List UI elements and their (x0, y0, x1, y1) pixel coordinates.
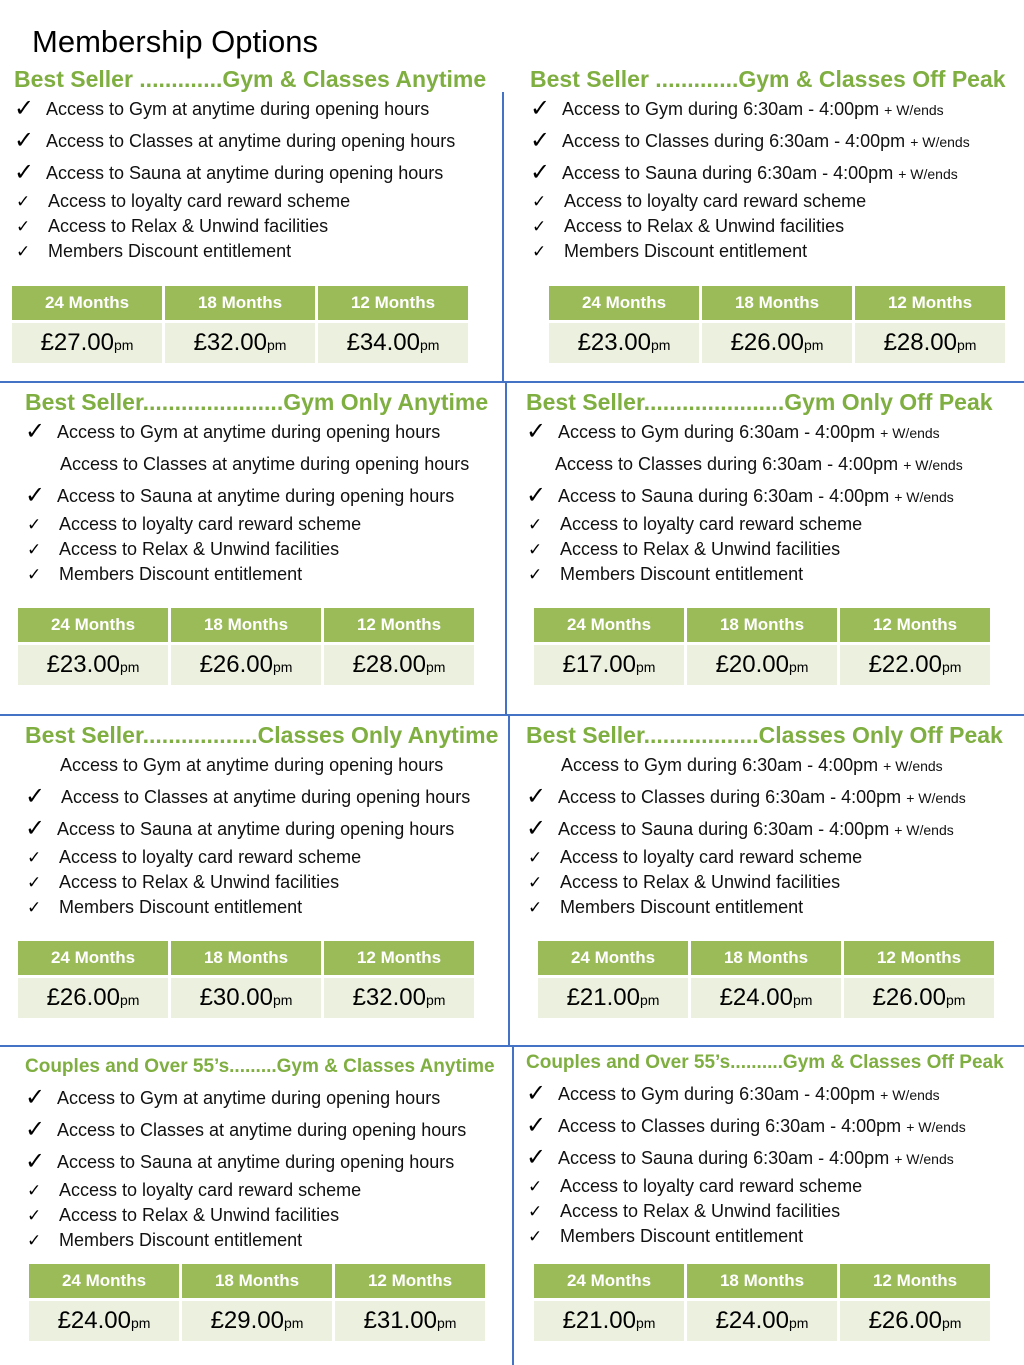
feature-list (25, 749, 507, 920)
panel-title: Best Seller..................Classes Only Off Peak (526, 722, 1003, 748)
price-suffix: pm (803, 337, 824, 353)
price-suffix: pm (792, 992, 813, 1008)
price-value: £24.00 (715, 1307, 789, 1334)
price-table (9, 283, 471, 366)
check-icon: ✓ (528, 1202, 543, 1221)
price-table (535, 938, 997, 1021)
membership-panel (526, 1052, 1020, 1249)
price-suffix: pm (419, 337, 440, 353)
feature-item (25, 1228, 509, 1253)
feature-list (25, 416, 503, 587)
membership-panel (14, 66, 504, 264)
feature-item (526, 562, 1020, 587)
price-cell (702, 323, 852, 363)
check-icon: ✓ (25, 1084, 46, 1111)
feature-list (14, 93, 504, 264)
price-value: £34.00 (346, 329, 420, 356)
feature-item (25, 1146, 509, 1178)
feature-item (526, 1110, 1020, 1142)
feature-item (526, 480, 1020, 512)
feature-item (14, 157, 504, 189)
feature-item (526, 749, 1020, 781)
price-suffix: pm (650, 337, 671, 353)
price-value: £21.00 (562, 1307, 636, 1334)
check-icon: ✓ (528, 848, 543, 867)
price-cell (844, 978, 994, 1018)
check-icon: ✓ (14, 127, 35, 154)
column-header: 24 Months (12, 286, 162, 320)
feature-item (14, 214, 504, 239)
check-icon: ✓ (25, 482, 46, 509)
page-title: Membership Options (32, 24, 319, 59)
feature-text: Access to loyalty card reward scheme (48, 191, 351, 211)
feature-text: Access to Relax & Unwind facilities (560, 539, 841, 559)
feature-text: Access to Gym during 6:30am - 4:00pm (562, 99, 880, 119)
vertical-divider (512, 1046, 514, 1365)
feature-suffix: + W/ends (880, 1087, 940, 1103)
check-icon: ✓ (526, 1112, 547, 1139)
feature-item (530, 214, 1020, 239)
price-value: £23.00 (577, 329, 651, 356)
feature-item (526, 1224, 1020, 1249)
feature-item (25, 749, 507, 781)
column-header: 12 Months (855, 286, 1005, 320)
price-suffix: pm (266, 337, 287, 353)
panel-title: Best Seller......................Gym Only Anytime (25, 389, 489, 415)
feature-item (25, 1178, 509, 1203)
column-header: 12 Months (840, 608, 990, 642)
price-suffix: pm (272, 992, 293, 1008)
feature-item (25, 895, 507, 920)
feature-text: Members Discount entitlement (59, 564, 303, 584)
feature-text: Members Discount entitlement (59, 897, 303, 917)
feature-item (526, 870, 1020, 895)
feature-text: Access to Sauna at anytime during opening hours (57, 486, 455, 506)
feature-list (530, 93, 1020, 264)
check-icon: ✓ (27, 565, 42, 584)
feature-text: Access to Gym at anytime during opening hours (60, 755, 444, 775)
check-icon: ✓ (532, 192, 547, 211)
feature-text: Access to Classes at anytime during opening hours (57, 1120, 467, 1140)
check-icon: ✓ (14, 159, 35, 186)
column-header: 12 Months (324, 608, 474, 642)
price-cell (182, 1301, 332, 1341)
price-cell (324, 645, 474, 685)
price-suffix: pm (941, 1315, 962, 1331)
feature-text: Access to loyalty card reward scheme (59, 514, 362, 534)
price-cell (324, 978, 474, 1018)
feature-text: Members Discount entitlement (560, 1226, 804, 1246)
feature-item (526, 537, 1020, 562)
feature-item (526, 1078, 1020, 1110)
column-header: 24 Months (29, 1264, 179, 1298)
check-icon: ✓ (532, 242, 547, 261)
feature-item (25, 845, 507, 870)
price-table (546, 283, 1008, 366)
column-header: 18 Months (691, 941, 841, 975)
feature-suffix: + W/ends (880, 425, 940, 441)
price-cell (549, 323, 699, 363)
feature-item (526, 781, 1020, 813)
feature-text: Access to Gym during 6:30am - 4:00pm (558, 422, 876, 442)
price-value: £26.00 (868, 1307, 942, 1334)
column-header: 18 Months (702, 286, 852, 320)
feature-suffix: + W/ends (894, 822, 954, 838)
check-icon: ✓ (526, 482, 547, 509)
column-header: 24 Months (534, 608, 684, 642)
check-icon: ✓ (526, 418, 547, 445)
price-suffix: pm (945, 992, 966, 1008)
feature-text: Access to Sauna at anytime during opening hours (46, 163, 444, 183)
check-icon: ✓ (16, 242, 31, 261)
feature-text: Members Discount entitlement (560, 897, 804, 917)
check-icon: ✓ (528, 540, 543, 559)
feature-text: Access to Sauna at anytime during opening hours (57, 819, 455, 839)
feature-text: Access to Relax & Unwind facilities (59, 1205, 340, 1225)
price-table (531, 605, 993, 688)
price-suffix: pm (639, 992, 660, 1008)
panel-title: Couples and Over 55’s..........Gym & Classes Off Peak (526, 1052, 1004, 1073)
feature-suffix: + W/ends (884, 102, 944, 118)
price-suffix: pm (119, 992, 140, 1008)
feature-suffix: + W/ends (894, 1151, 954, 1167)
feature-text: Access to Relax & Unwind facilities (560, 872, 841, 892)
price-value: £26.00 (46, 984, 120, 1011)
price-value: £17.00 (562, 651, 636, 678)
panel-title: Best Seller .............Gym & Classes Off Peak (530, 66, 1006, 92)
feature-text: Access to Classes during 6:30am - 4:00pm (558, 1116, 902, 1136)
feature-item (25, 1082, 509, 1114)
price-cell (538, 978, 688, 1018)
check-icon: ✓ (530, 159, 551, 186)
price-suffix: pm (425, 992, 446, 1008)
check-icon: ✓ (526, 783, 547, 810)
column-header: 12 Months (324, 941, 474, 975)
price-value: £24.00 (719, 984, 793, 1011)
price-value: £20.00 (715, 651, 789, 678)
check-icon: ✓ (27, 1231, 42, 1250)
check-icon: ✓ (25, 418, 46, 445)
feature-text: Members Discount entitlement (560, 564, 804, 584)
feature-item (25, 416, 503, 448)
horizontal-divider (0, 381, 1024, 383)
check-icon: ✓ (526, 1080, 547, 1107)
price-value: £28.00 (352, 651, 426, 678)
horizontal-divider (0, 714, 1024, 716)
feature-suffix: + W/ends (894, 489, 954, 505)
check-icon: ✓ (27, 1206, 42, 1225)
feature-text: Access to Gym during 6:30am - 4:00pm (558, 1084, 876, 1104)
check-icon: ✓ (16, 192, 31, 211)
price-value: £31.00 (363, 1307, 437, 1334)
feature-text: Access to loyalty card reward scheme (560, 847, 863, 867)
feature-text: Access to Classes at anytime during opening hours (46, 131, 456, 151)
price-suffix: pm (113, 337, 134, 353)
check-icon: ✓ (27, 898, 42, 917)
feature-item (14, 239, 504, 264)
feature-item (14, 125, 504, 157)
price-value: £28.00 (883, 329, 957, 356)
price-suffix: pm (788, 659, 809, 675)
feature-item (530, 125, 1020, 157)
check-icon: ✓ (530, 127, 551, 154)
panel-title: Best Seller......................Gym Only Off Peak (526, 389, 993, 415)
horizontal-divider (0, 1045, 1024, 1047)
price-value: £29.00 (210, 1307, 284, 1334)
check-icon: ✓ (25, 1148, 46, 1175)
price-suffix: pm (425, 659, 446, 675)
feature-text: Access to Sauna during 6:30am - 4:00pm (558, 486, 890, 506)
price-suffix: pm (635, 1315, 656, 1331)
feature-text: Access to Relax & Unwind facilities (59, 872, 340, 892)
feature-item (14, 189, 504, 214)
feature-suffix: + W/ends (906, 790, 966, 806)
panel-title: Best Seller .............Gym & Classes Anytime (14, 66, 487, 92)
price-cell (534, 645, 684, 685)
price-table (531, 1261, 993, 1344)
panel-title: Couples and Over 55’s.........Gym & Classes Anytime (25, 1056, 495, 1077)
column-header: 24 Months (18, 941, 168, 975)
price-value: £30.00 (199, 984, 273, 1011)
column-header: 18 Months (171, 941, 321, 975)
price-cell (18, 645, 168, 685)
price-suffix: pm (283, 1315, 304, 1331)
feature-list (25, 1082, 509, 1253)
feature-item (25, 537, 503, 562)
price-cell (687, 645, 837, 685)
price-suffix: pm (272, 659, 293, 675)
feature-text: Members Discount entitlement (564, 241, 808, 261)
feature-item (526, 1142, 1020, 1174)
feature-list (526, 749, 1020, 920)
check-icon: ✓ (27, 873, 42, 892)
feature-text: Access to Relax & Unwind facilities (48, 216, 329, 236)
check-icon: ✓ (526, 1144, 547, 1171)
check-icon: ✓ (16, 217, 31, 236)
check-icon: ✓ (14, 95, 35, 122)
feature-item (25, 781, 507, 813)
feature-item (14, 93, 504, 125)
price-value: £21.00 (566, 984, 640, 1011)
membership-panel (25, 389, 503, 587)
panel-title: Best Seller..................Classes Only Anytime (25, 722, 499, 748)
price-cell (12, 323, 162, 363)
check-icon: ✓ (27, 1181, 42, 1200)
price-suffix: pm (788, 1315, 809, 1331)
feature-text: Access to Sauna during 6:30am - 4:00pm (558, 819, 890, 839)
price-table (15, 605, 477, 688)
price-cell (18, 978, 168, 1018)
price-cell (687, 1301, 837, 1341)
feature-item (526, 448, 1020, 480)
price-suffix: pm (635, 659, 656, 675)
price-cell (534, 1301, 684, 1341)
feature-suffix: + W/ends (883, 758, 943, 774)
price-table (26, 1261, 488, 1344)
feature-list (526, 1078, 1020, 1249)
feature-text: Access to Gym at anytime during opening hours (57, 1088, 441, 1108)
feature-item (25, 512, 503, 537)
column-header: 12 Months (840, 1264, 990, 1298)
feature-text: Members Discount entitlement (48, 241, 292, 261)
feature-item (526, 416, 1020, 448)
feature-item (25, 1114, 509, 1146)
feature-item (25, 448, 503, 480)
check-icon: ✓ (528, 898, 543, 917)
price-value: £22.00 (868, 651, 942, 678)
check-icon: ✓ (27, 540, 42, 559)
membership-panel (526, 389, 1020, 587)
column-header: 18 Months (687, 1264, 837, 1298)
check-icon: ✓ (532, 217, 547, 236)
check-icon: ✓ (528, 515, 543, 534)
column-header: 24 Months (18, 608, 168, 642)
price-value: £26.00 (730, 329, 804, 356)
price-value: £32.00 (193, 329, 267, 356)
feature-item (526, 512, 1020, 537)
feature-text: Access to Relax & Unwind facilities (59, 539, 340, 559)
column-header: 18 Months (182, 1264, 332, 1298)
price-suffix: pm (436, 1315, 457, 1331)
column-header: 18 Months (687, 608, 837, 642)
feature-text: Access to loyalty card reward scheme (560, 1176, 863, 1196)
membership-panel (530, 66, 1020, 264)
feature-text: Members Discount entitlement (59, 1230, 303, 1250)
check-icon: ✓ (528, 565, 543, 584)
feature-text: Access to Sauna during 6:30am - 4:00pm (558, 1148, 890, 1168)
check-icon: ✓ (528, 873, 543, 892)
feature-item (530, 93, 1020, 125)
feature-text: Access to loyalty card reward scheme (560, 514, 863, 534)
price-cell (855, 323, 1005, 363)
column-header: 24 Months (538, 941, 688, 975)
column-header: 12 Months (318, 286, 468, 320)
feature-suffix: + W/ends (906, 1119, 966, 1135)
feature-text: Access to Sauna during 6:30am - 4:00pm (562, 163, 894, 183)
column-header: 12 Months (844, 941, 994, 975)
check-icon: ✓ (528, 1227, 543, 1246)
feature-text: Access to Gym during 6:30am - 4:00pm (561, 755, 879, 775)
column-header: 18 Months (171, 608, 321, 642)
price-cell (318, 323, 468, 363)
feature-text: Access to Classes during 6:30am - 4:00pm (562, 131, 906, 151)
feature-item (526, 1174, 1020, 1199)
feature-item (530, 157, 1020, 189)
feature-suffix: + W/ends (903, 457, 963, 473)
column-header: 12 Months (335, 1264, 485, 1298)
check-icon: ✓ (27, 515, 42, 534)
price-cell (840, 1301, 990, 1341)
feature-text: Access to Relax & Unwind facilities (564, 216, 845, 236)
membership-panel (25, 722, 507, 920)
feature-text: Access to Gym at anytime during opening hours (46, 99, 430, 119)
price-suffix: pm (956, 337, 977, 353)
feature-item (25, 813, 507, 845)
price-value: £24.00 (57, 1307, 131, 1334)
check-icon: ✓ (25, 815, 46, 842)
feature-item (526, 813, 1020, 845)
feature-text: Access to loyalty card reward scheme (59, 847, 362, 867)
price-suffix: pm (941, 659, 962, 675)
price-cell (29, 1301, 179, 1341)
check-icon: ✓ (27, 848, 42, 867)
feature-suffix: + W/ends (898, 166, 958, 182)
check-icon: ✓ (528, 1177, 543, 1196)
feature-text: Access to Classes during 6:30am - 4:00pm (558, 787, 902, 807)
feature-item (526, 845, 1020, 870)
column-header: 24 Months (534, 1264, 684, 1298)
feature-item (25, 562, 503, 587)
price-value: £26.00 (872, 984, 946, 1011)
price-cell (165, 323, 315, 363)
feature-text: Access to loyalty card reward scheme (564, 191, 867, 211)
feature-item (526, 1199, 1020, 1224)
price-value: £26.00 (199, 651, 273, 678)
feature-text: Access to Gym at anytime during opening hours (57, 422, 441, 442)
price-cell (691, 978, 841, 1018)
price-suffix: pm (119, 659, 140, 675)
feature-item (526, 895, 1020, 920)
check-icon: ✓ (526, 815, 547, 842)
price-cell (171, 645, 321, 685)
feature-item (25, 1203, 509, 1228)
feature-suffix: + W/ends (910, 134, 970, 150)
price-table (15, 938, 477, 1021)
feature-item (25, 870, 507, 895)
price-value: £32.00 (352, 984, 426, 1011)
price-suffix: pm (130, 1315, 151, 1331)
price-cell (335, 1301, 485, 1341)
feature-list (526, 416, 1020, 587)
vertical-divider (505, 382, 507, 716)
price-cell (840, 645, 990, 685)
feature-text: Access to Relax & Unwind facilities (560, 1201, 841, 1221)
feature-item (530, 189, 1020, 214)
price-value: £23.00 (46, 651, 120, 678)
price-cell (171, 978, 321, 1018)
check-icon: ✓ (25, 783, 46, 810)
column-header: 18 Months (165, 286, 315, 320)
membership-panel (526, 722, 1020, 920)
feature-text: Access to Classes at anytime during opening hours (57, 787, 471, 807)
check-icon: ✓ (530, 95, 551, 122)
column-header: 24 Months (549, 286, 699, 320)
feature-item (25, 480, 503, 512)
price-value: £27.00 (40, 329, 114, 356)
vertical-divider (508, 716, 510, 1046)
feature-text: Access to Classes at anytime during opening hours (60, 454, 470, 474)
feature-item (530, 239, 1020, 264)
feature-text: Access to Classes during 6:30am - 4:00pm (555, 454, 899, 474)
membership-panel (25, 1056, 509, 1253)
feature-text: Access to loyalty card reward scheme (59, 1180, 362, 1200)
feature-text: Access to Sauna at anytime during opening hours (57, 1152, 455, 1172)
check-icon: ✓ (25, 1116, 46, 1143)
